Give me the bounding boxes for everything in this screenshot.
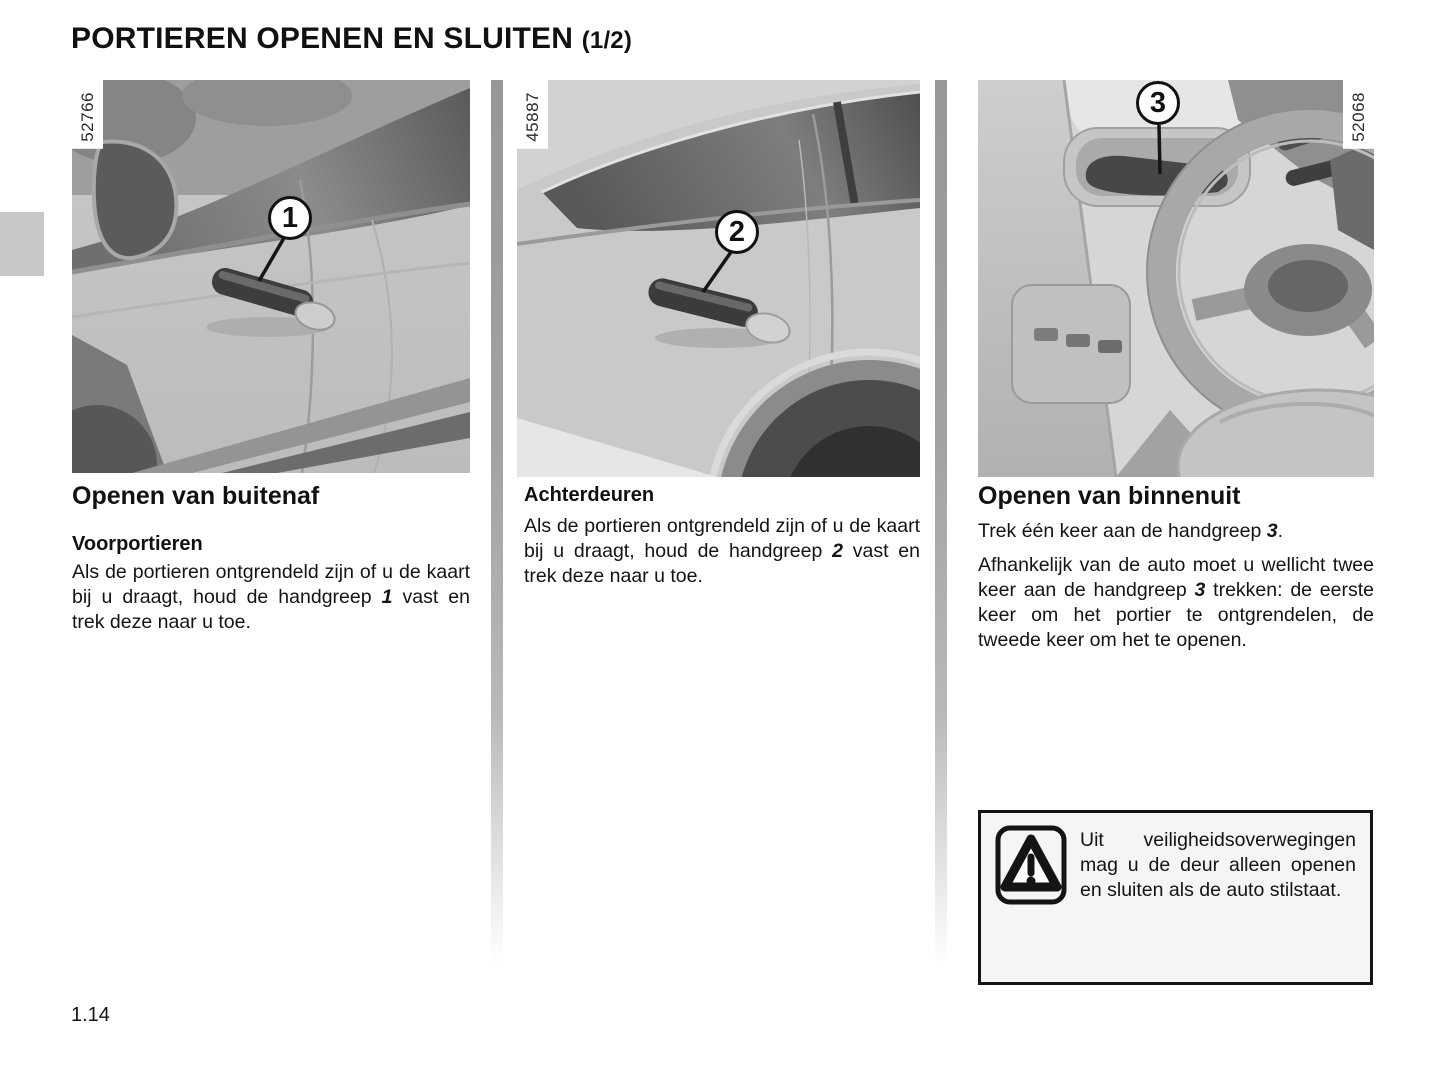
paragraph-text: . [1277,520,1284,542]
page-title-text: PORTIEREN OPENEN EN SLUITEN [71,22,574,55]
paragraph-rear-doors [524,514,920,589]
page-title-suffix: (1/2) [581,27,633,54]
column-divider [491,80,503,983]
callout-leader-line [1159,125,1160,174]
chapter-tab-marker [0,212,44,276]
subheading-front-doors: Voorportieren [72,533,203,555]
figure-front-door [72,80,470,473]
paragraph-text: Trek één keer aan de handgreep [978,520,1267,542]
paragraph-text: Als de portieren ontgrendeld zijn of u de kaart bij u draagt, houd de handgreep [524,515,920,562]
figure-interior-door [978,80,1374,477]
figure-rear-door [517,80,920,477]
warning-triangle-icon [994,824,1068,906]
image-ref-number: 52766 [72,80,103,149]
front-door-illustration [72,80,470,473]
page-number: 1.14 [71,1004,110,1026]
safety-warning-box [978,810,1373,985]
handle-number-ref: 3 [1266,520,1278,542]
callout-1: 1 [268,196,312,240]
section-heading-open-outside: Openen van buitenaf [72,482,320,510]
paragraph-text: vast en trek deze naar u toe. [72,586,470,633]
paragraph-open-inside-2 [978,553,1374,653]
page-title [71,22,632,56]
image-ref-number: 45887 [517,80,548,149]
window-switch [1098,340,1122,353]
window-switch [1034,328,1058,341]
section-heading-open-inside: Openen van binnenuit [978,482,1241,510]
window-switch [1066,334,1090,347]
title-suffix-core: 1/2 [589,27,624,54]
callout-3: 3 [1136,81,1180,125]
handle-number-ref: 1 [381,586,393,608]
paragraph-text: vast en trek deze naar u toe. [524,540,920,587]
handle-number-ref: 3 [1194,579,1206,601]
paragraph-front-doors [72,560,470,635]
paragraph-text: Afhankelijk van de auto moet u wellicht twee keer aan de handgreep [978,554,1374,601]
handle-number-ref: 2 [832,540,843,562]
warning-text: Uit veiligheidsoverwegingen mag u de deur alleen openen en sluiten als de auto stilstaat. [1080,829,1356,901]
paragraph-open-inside-1 [978,519,1374,544]
subheading-rear-doors: Achterdeuren [524,484,655,506]
image-ref-number: 52068 [1343,80,1374,149]
interior-illustration [978,80,1374,477]
callout-2: 2 [715,210,759,254]
paragraph-text: trekken: de eerste keer om het portier te ontgrendelen, de tweede keer om het te openen. [978,579,1374,651]
column-divider [935,80,947,983]
rear-door-illustration [517,80,920,477]
paragraph-text: Als de portieren ontgrendeld zijn of u de kaart bij u draagt, houd de handgreep [72,561,470,608]
